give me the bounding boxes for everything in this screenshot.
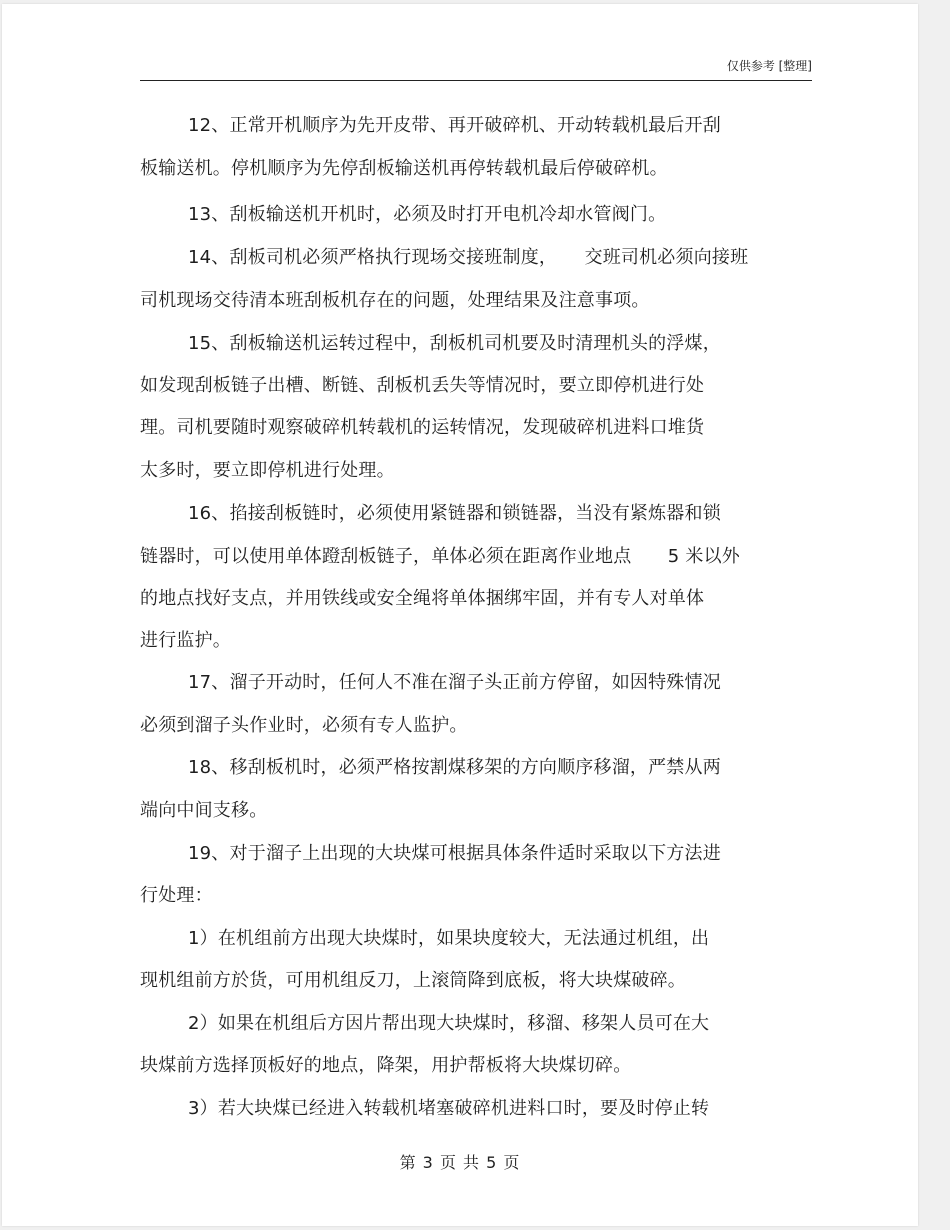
paragraph-line: 链器时，可以使用单体蹬刮板链子，单体必须在距离作业地点 5 米以外 — [140, 546, 740, 567]
paragraph-line: 现机组前方於货，可用机组反刀，上滚筒降到底板，将大块煤破碎。 — [140, 970, 686, 991]
paragraph-line: 理。司机要随时观察破碎机转载机的运转情况，发现破碎机进料口堆货 — [140, 417, 705, 438]
paragraph-line: 块煤前方选择顶板好的地点，降架，用护帮板将大块煤切碎。 — [140, 1055, 632, 1076]
paragraph-line: 15、刮板输送机运转过程中，刮板机司机要及时清理机头的浮煤， — [188, 333, 721, 354]
paragraph-line: 如发现刮板链子出槽、断链、刮板机丢失等情况时，要立即停机进行处 — [140, 375, 705, 396]
paragraph-line: 行处理： — [140, 885, 213, 906]
paragraph-line: 18、移刮板机时，必须严格按割煤移架的方向顺序移溜，严禁从两 — [188, 757, 721, 778]
paragraph-line: 13、刮板输送机开机时，必须及时打开电机冷却水管阀门。 — [188, 204, 667, 225]
paragraph-line: 14、刮板司机必须严格执行现场交接班制度， 交班司机必须向接班 — [188, 247, 749, 268]
paragraph-line: 进行监护。 — [140, 630, 231, 651]
paragraph-line: 2）如果在机组后方因片帮出现大块煤时，移溜、移架人员可在大 — [188, 1013, 710, 1034]
document-page — [2, 4, 918, 1226]
paragraph-line: 3）若大块煤已经进入转载机堵塞破碎机进料口时，要及时停止转 — [188, 1098, 710, 1119]
paragraph-line: 1）在机组前方出现大块煤时，如果块度较大，无法通过机组，出 — [188, 928, 710, 949]
page-header: 仅供参考 [整理] — [140, 56, 812, 81]
paragraph-line: 12、正常开机顺序为先开皮带、再开破碎机、开动转载机最后开刮 — [188, 115, 721, 136]
paragraph-line: 19、对于溜子上出现的大块煤可根据具体条件适时采取以下方法进 — [188, 843, 721, 864]
paragraph-line: 太多时，要立即停机进行处理。 — [140, 460, 395, 481]
paragraph-line: 的地点找好支点，并用铁线或安全绳将单体捆绑牢固，并有专人对单体 — [140, 588, 705, 609]
paragraph-line: 端向中间支移。 — [140, 800, 268, 821]
paragraph-line: 17、溜子开动时，任何人不准在溜子头正前方停留，如因特殊情况 — [188, 672, 721, 693]
page-footer: 第 3 页 共 5 页 — [399, 1153, 521, 1172]
paragraph-line: 必须到溜子头作业时，必须有专人监护。 — [140, 715, 468, 736]
paragraph-line: 司机现场交待清本班刮板机存在的问题，处理结果及注意事项。 — [140, 290, 650, 311]
paragraph-line: 16、掐接刮板链时，必须使用紧链器和锁链器，当没有紧炼器和锁 — [188, 503, 721, 524]
paragraph-line: 板输送机。停机顺序为先停刮板输送机再停转载机最后停破碎机。 — [140, 158, 668, 179]
